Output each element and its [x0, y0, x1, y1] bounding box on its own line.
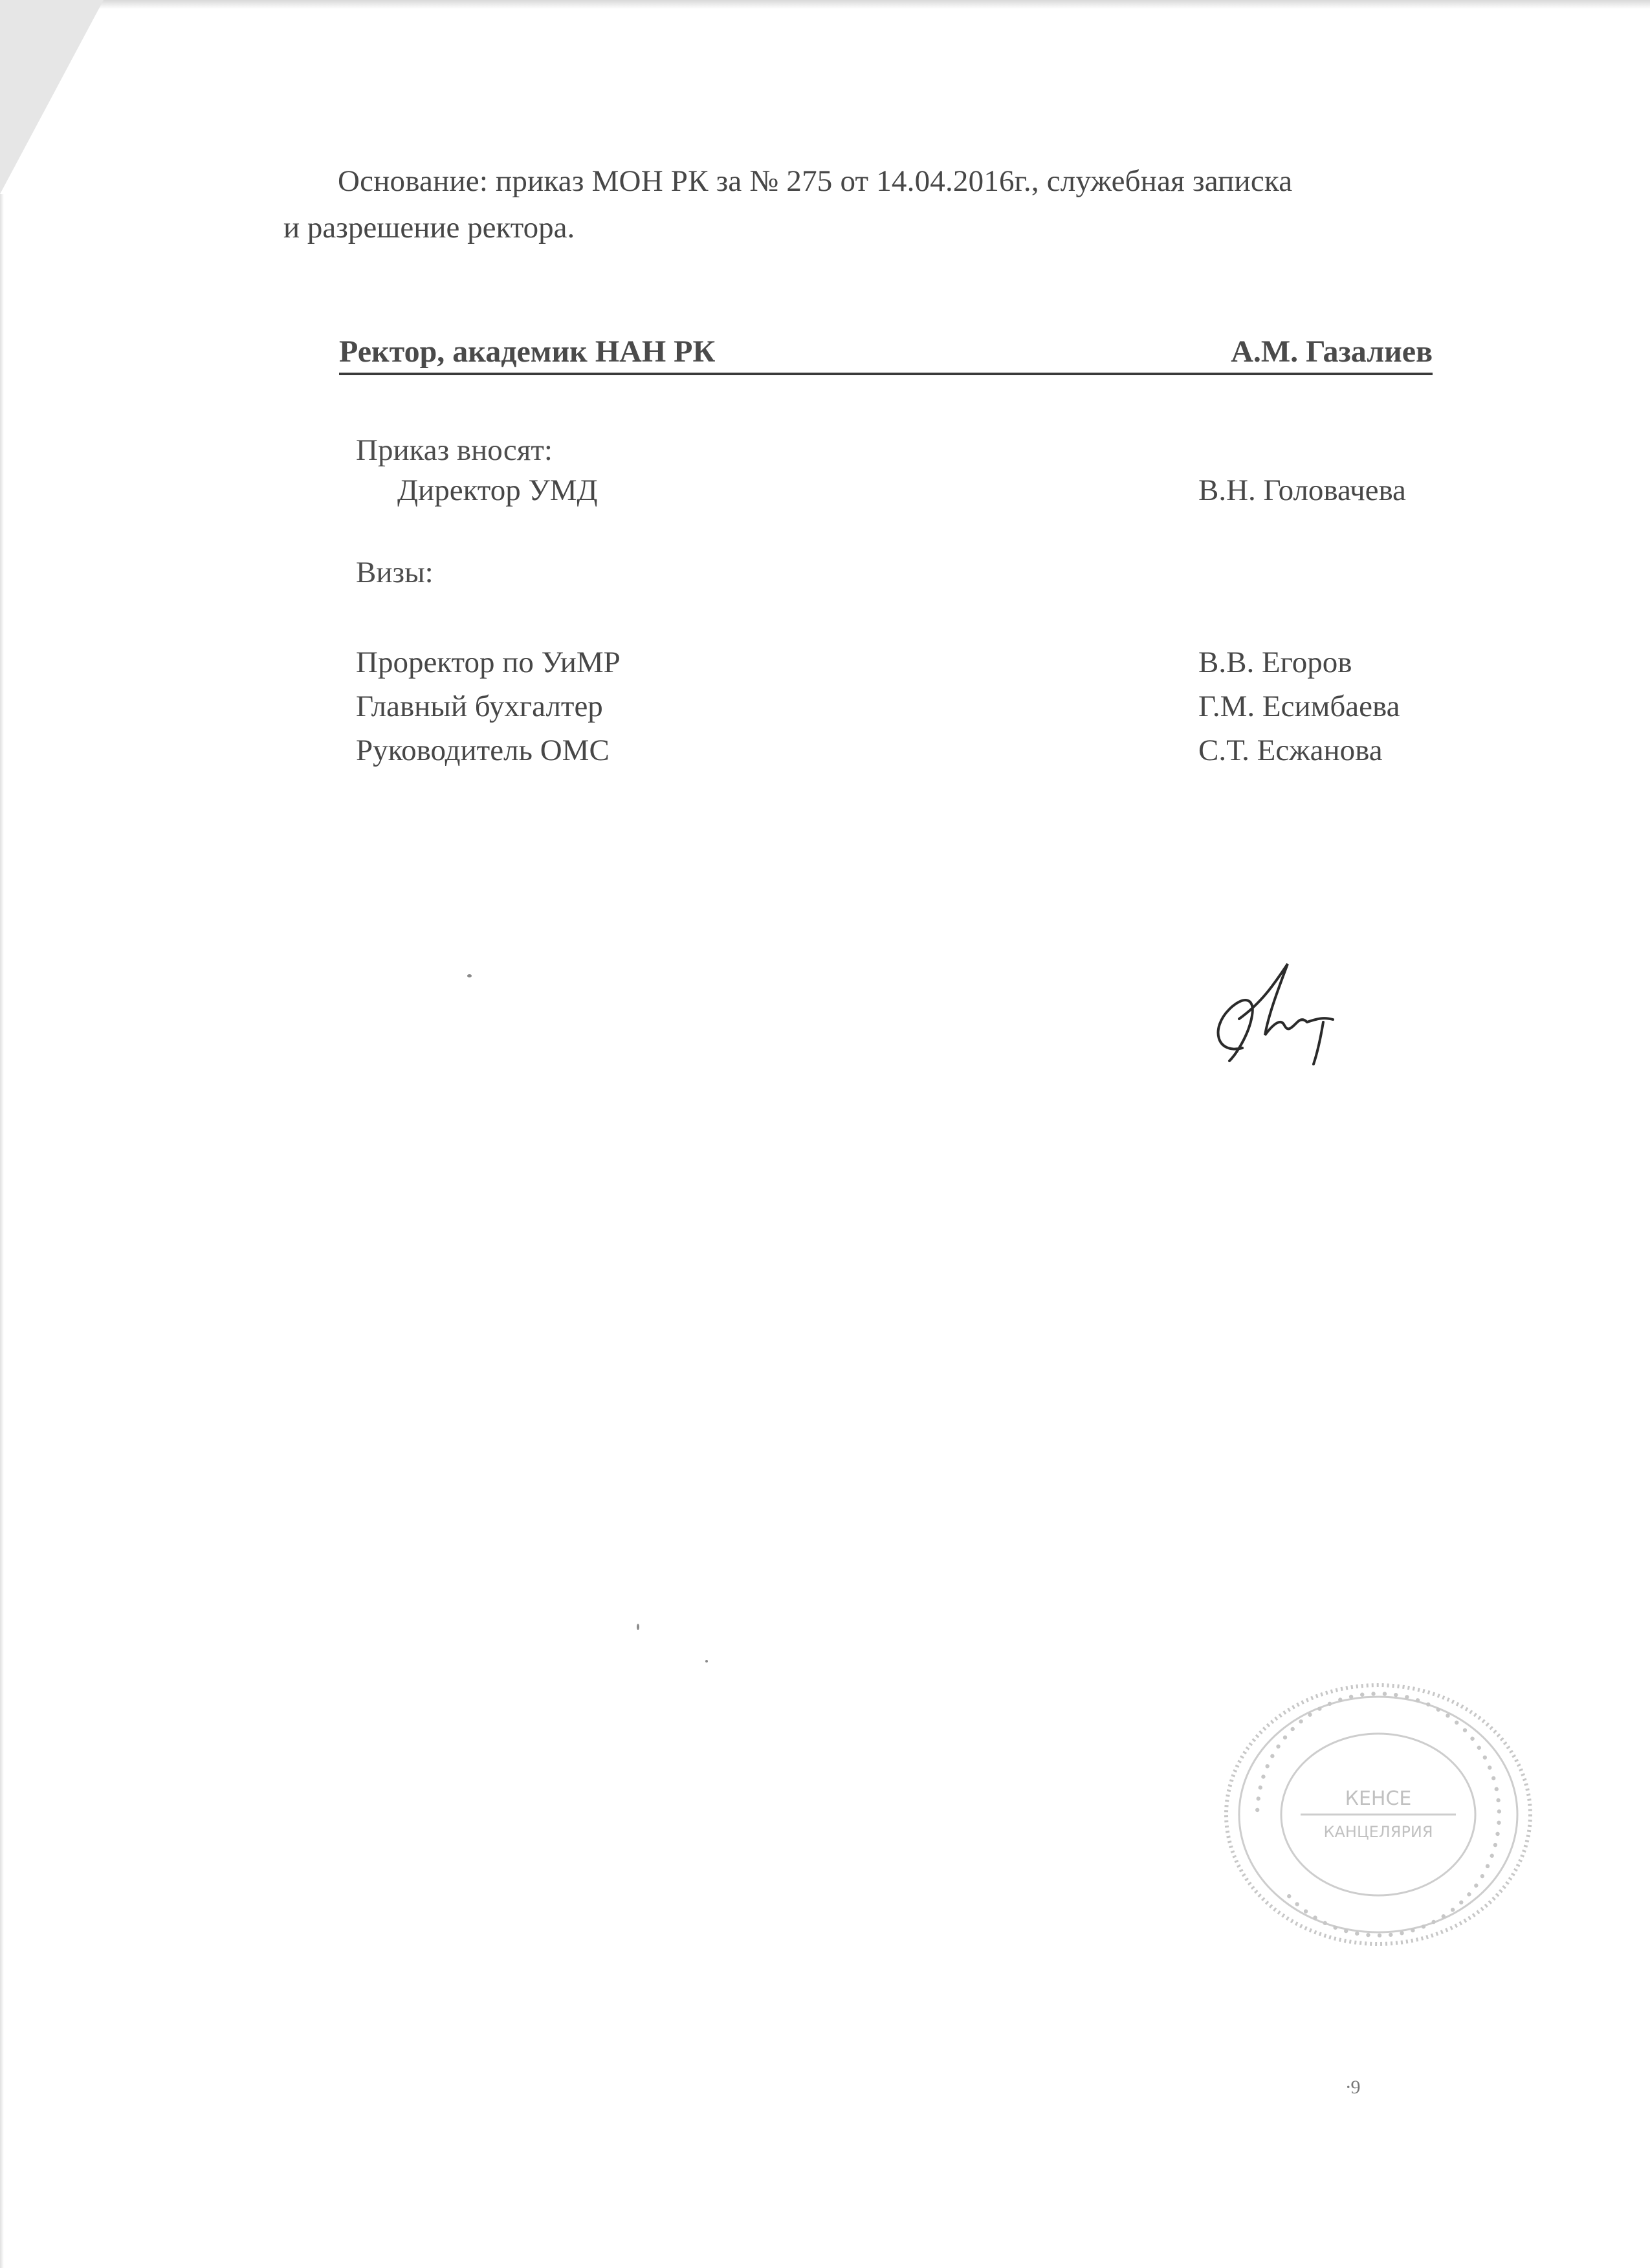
visa-name: Г.М. Есимбаева: [1198, 690, 1400, 723]
rector-signature-line: [339, 331, 1433, 375]
scan-speck: [637, 1624, 639, 1630]
rector-name: А.М. Газалиев: [1231, 334, 1433, 369]
submitted-by-heading: Приказ вносят:: [356, 433, 553, 467]
scan-speck: [705, 1660, 708, 1663]
visas-heading: Визы:: [356, 556, 434, 589]
visa-name: В.В. Егоров: [1198, 646, 1352, 679]
visa-position: Главный бухгалтер: [356, 690, 603, 723]
basis-line-2: и разрешение ректора.: [283, 211, 575, 245]
seal-center-top: КЕНСЕ: [1345, 1787, 1412, 1810]
visa-position: Проректор по УиМР: [356, 646, 621, 679]
handwritten-signature-icon: [1204, 957, 1352, 1087]
folded-corner: [0, 0, 104, 194]
round-seal-icon: [1216, 1675, 1540, 1954]
svg-text:∙∙∙∙∙∙∙∙∙∙∙∙∙∙∙∙∙∙∙∙∙∙∙∙∙∙∙∙∙∙: ∙∙∙∙∙∙∙∙∙∙∙∙∙∙∙∙∙∙∙∙∙∙∙∙∙∙∙∙∙∙∙∙∙∙∙∙∙∙∙∙∙∙∙∙∙∙∙∙∙∙∙∙∙∙∙∙∙∙∙∙: [1249, 1685, 1508, 1944]
visa-position: Руководитель ОМС: [356, 734, 610, 767]
submitted-by-name: В.Н. Головачева: [1198, 474, 1406, 507]
seal-center-bottom: КАНЦЕЛЯРИЯ: [1323, 1823, 1433, 1841]
page-mark: ∙9: [1346, 2077, 1361, 2098]
visa-name: С.Т. Есжанова: [1198, 734, 1383, 767]
submitted-by-position: Директор УМД: [397, 474, 598, 507]
scan-speck: [467, 974, 472, 977]
scan-edge-left: [0, 194, 4, 2268]
rector-title: Ректор, академик НАН РК: [339, 334, 716, 369]
scan-edge-top: [0, 0, 1650, 9]
basis-line-1: Основание: приказ МОН РК за № 275 от 14.04.2016г., служебная записка: [338, 164, 1293, 198]
